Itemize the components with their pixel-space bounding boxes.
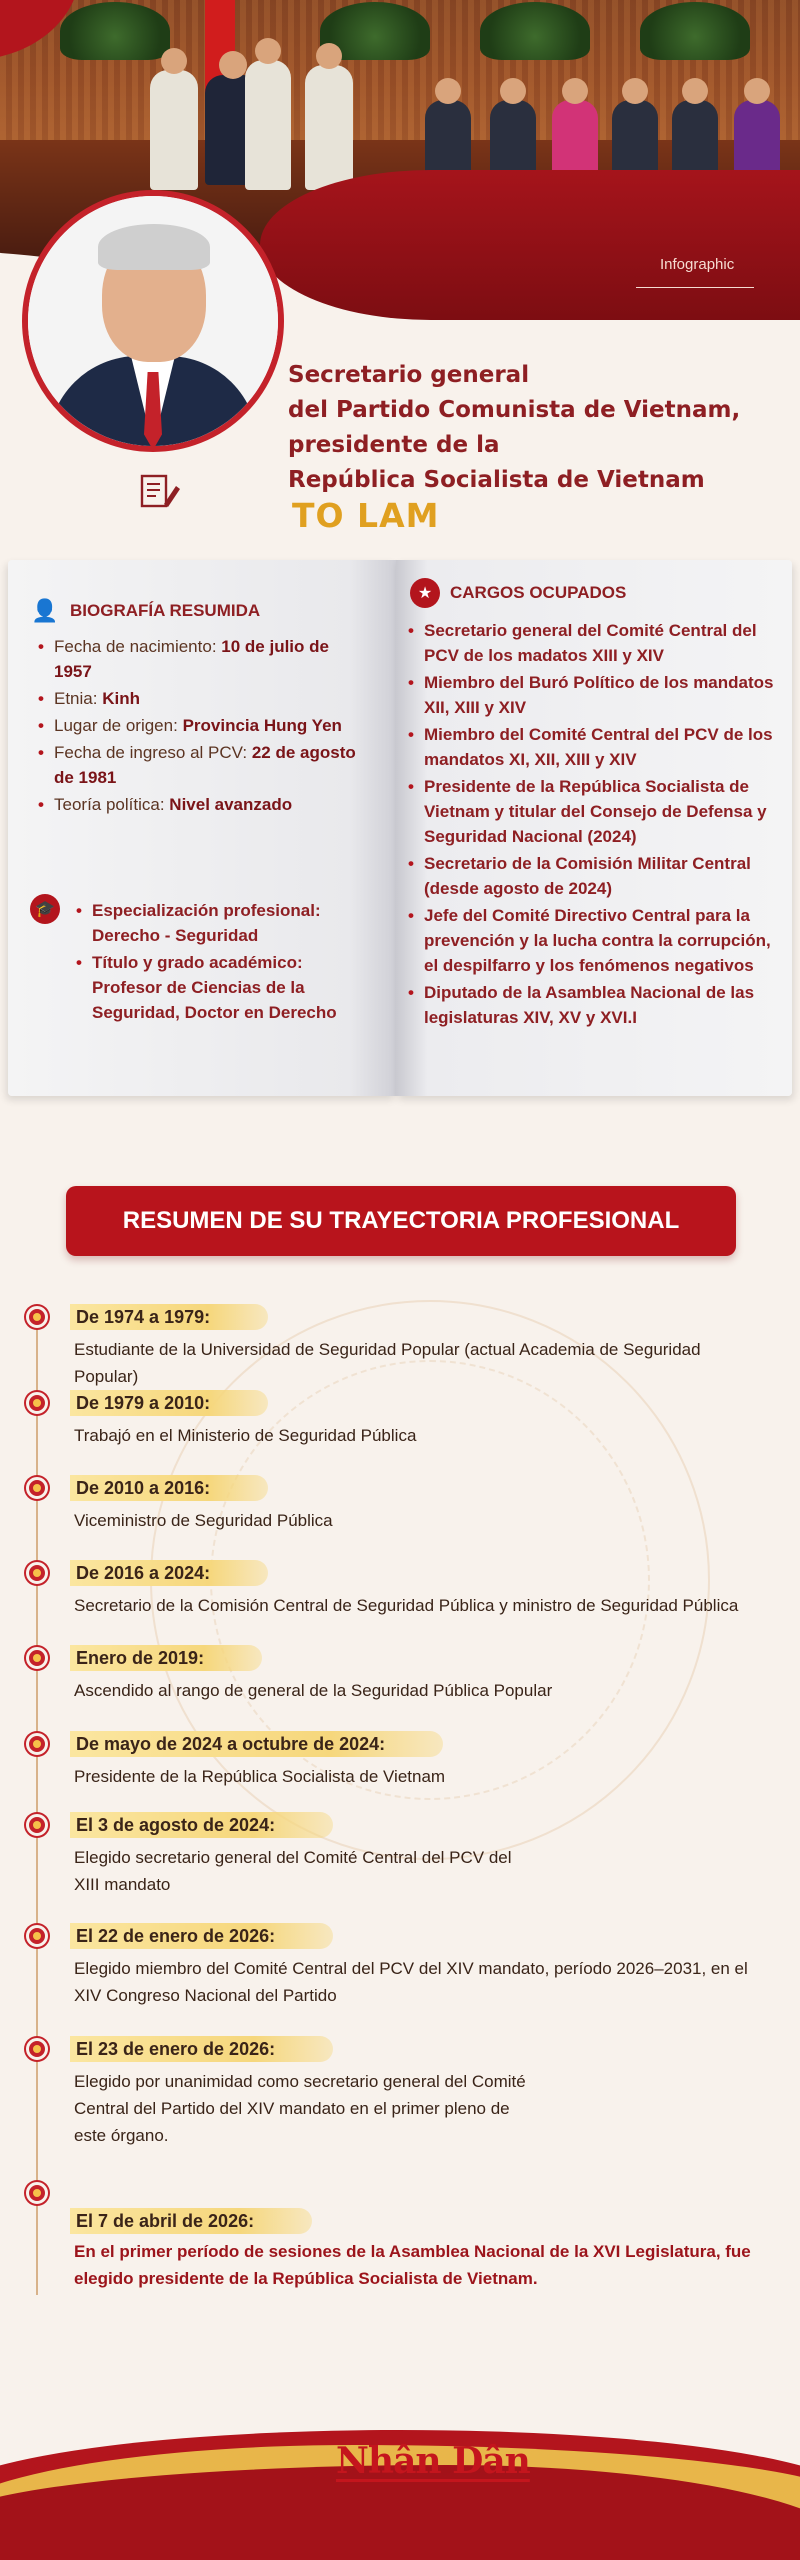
label-underline [636,287,754,288]
timeline-text: Secretario de la Comisión Central de Seguridad Pública y ministro de Seguridad Pública [74,1596,739,1615]
graduation-cap-icon: 🎓 [30,894,60,924]
positions-title: CARGOS OCUPADOS [450,583,627,602]
plant-decoration [640,2,750,60]
info-book-panel [8,560,792,1096]
biography-title: BIOGRAFÍA RESUMIDA [70,601,261,620]
timeline-dot-icon [26,1925,48,1947]
timeline-text: Estudiante de la Universidad de Seguridad Popular (actual Academia de Seguridad Popular) [74,1340,701,1386]
title-block [288,358,788,498]
timeline-date: El 22 de enero de 2026: [70,1923,333,1949]
portrait-photo [22,190,284,452]
timeline-date: De 2016 a 2024: [70,1560,268,1586]
star-icon: ★ [410,578,440,608]
person-name: TO LAM [292,496,440,535]
positions-header [410,578,626,608]
list-item: • Secretario general del Comité Central del PCV de los madatos XIII y XIV [406,618,786,668]
timeline-date: De mayo de 2024 a octubre de 2024: [70,1731,443,1757]
timeline-text: Elegido miembro del Comité Central del PCV del XIV mandato, período 2026–2031, en el XIV Congreso Nacional del Partido [74,1959,748,2005]
title-line: del Partido Comunista de Vietnam, [288,397,741,423]
plant-decoration [60,2,170,60]
timeline-date: De 1974 a 1979: [70,1304,268,1330]
infographic-label: Infographic [660,256,735,273]
person-icon: 👤 [31,598,59,623]
document-icon [138,472,182,512]
timeline-line [36,1305,38,2295]
title-line: presidente de la [288,432,500,458]
list-item: • Etnia: Kinh [36,686,356,711]
right-page [396,560,792,1096]
timeline-text: Elegido por unanimidad como secretario general del Comité Central del Partido del XIV mandato en el primer pleno de este órgano. [74,2072,526,2145]
career-title: RESUMEN DE SU TRAYECTORIA PROFESIONAL [66,1186,736,1256]
timeline-dot-icon [26,1562,48,1584]
timeline-dot-icon [26,1733,48,1755]
title-line: República Socialista de Vietnam [288,467,705,493]
list-item: • Fecha de ingreso al PCV: 22 de agosto de 1981 [36,740,356,790]
biography-header [30,596,260,626]
timeline-dot-icon [26,1306,48,1328]
timeline-text: Viceministro de Seguridad Pública [74,1511,333,1530]
list-item: • Diputado de la Asamblea Nacional de las legislaturas XIV, XV y XVI.I [406,980,786,1030]
timeline-dot-icon [26,2038,48,2060]
list-item: • Presidente de la República Socialista de Vietnam y titular del Consejo de Defensa y Seguridad Nacional (2024) [406,774,786,849]
timeline-dot-icon [26,2182,48,2204]
timeline-text: Elegido secretario general del Comité Central del PCV del XIII mandato [74,1848,512,1894]
timeline-dot-icon [26,1477,48,1499]
list-item: • Miembro del Comité Central del PCV de los mandatos XI, XII, XIII y XIV [406,722,786,772]
positions-list [406,618,786,1032]
education-list [74,898,374,1027]
list-item: • Fecha de nacimiento: 10 de julio de 1957 [36,634,356,684]
timeline-dot-icon [26,1647,48,1669]
timeline-date: De 1979 a 2010: [70,1390,268,1416]
list-item: • Título y grado académico: Profesor de Ciencias de la Seguridad, Doctor en Derecho [74,950,374,1025]
red-ribbon [260,170,800,320]
timeline-date: El 7 de abril de 2026: [70,2208,312,2234]
title-line: Secretario general [288,362,530,388]
nhan-dan-logo: Nhân Dân [336,2440,530,2482]
plant-decoration [480,2,590,60]
left-page [8,560,396,1096]
timeline-text: Trabajó en el Ministerio de Seguridad Pública [74,1426,417,1445]
education-header [30,894,60,924]
list-item: • Lugar de origen: Provincia Hung Yen [36,713,356,738]
list-item: • Miembro del Buró Político de los mandatos XII, XIII y XIV [406,670,786,720]
list-item: • Especialización profesional: Derecho - Seguridad [74,898,374,948]
timeline-dot-icon [26,1814,48,1836]
timeline-text: En el primer período de sesiones de la Asamblea Nacional de la XVI Legislatura, fue elegido presidente de la República Socialista de Vietnam. [74,2242,751,2288]
timeline-date: De 2010 a 2016: [70,1475,268,1501]
list-item: • Teoría política: Nivel avanzado [36,792,356,817]
timeline-text: Ascendido al rango de general de la Seguridad Pública Popular [74,1681,553,1700]
timeline-text: Presidente de la República Socialista de Vietnam [74,1767,446,1786]
timeline-date: El 23 de enero de 2026: [70,2036,333,2062]
timeline-date: Enero de 2019: [70,1645,262,1671]
timeline-dot-icon [26,1392,48,1414]
list-item: • Jefe del Comité Directivo Central para la prevención y la lucha contra la corrupción, el despilfarro y los fenómenos negativos [406,903,786,978]
timeline-date: El 3 de agosto de 2024: [70,1812,333,1838]
list-item: • Secretario de la Comisión Militar Central (desde agosto de 2024) [406,851,786,901]
biography-list [36,634,356,819]
